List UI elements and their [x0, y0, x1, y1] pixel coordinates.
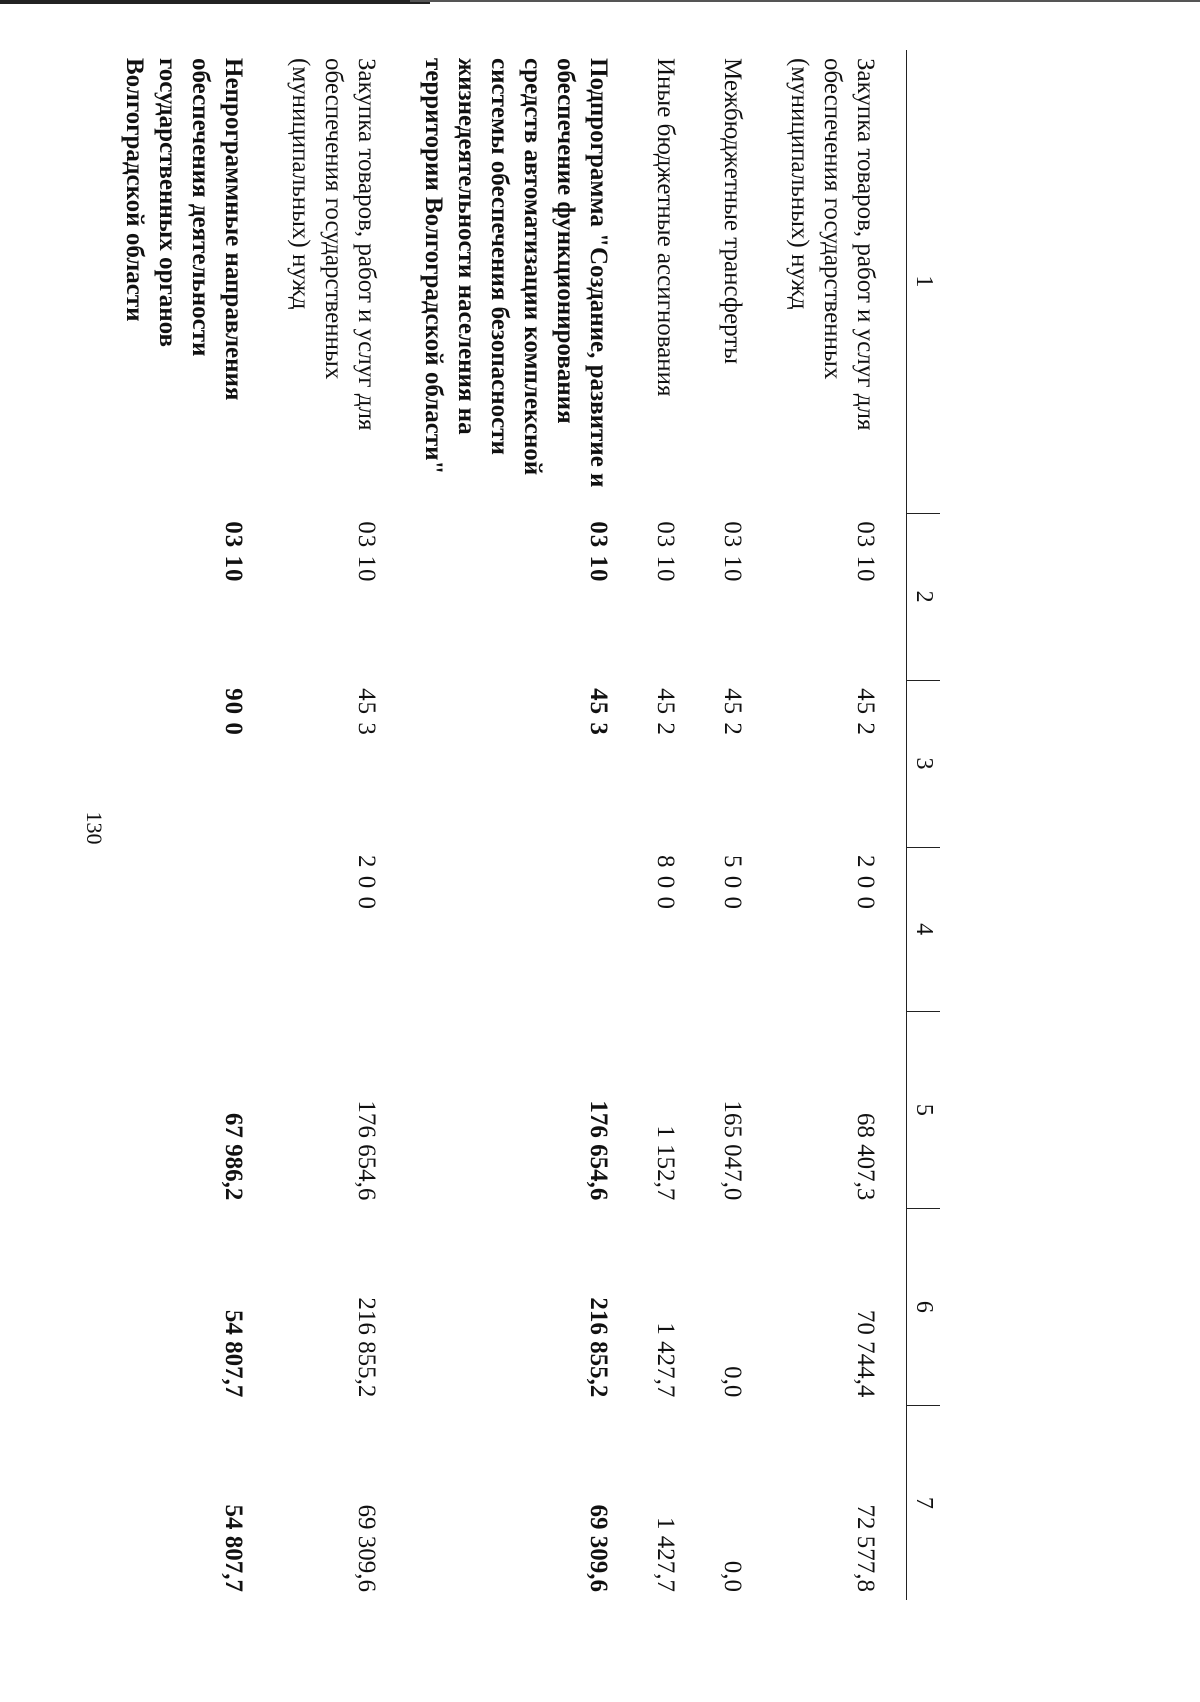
page-number: 130 — [82, 811, 107, 845]
row-value-col5: 68 407,3 — [852, 1112, 879, 1201]
table-row — [108, 50, 274, 1600]
header-col-1: 1 — [907, 50, 941, 513]
header-col-5: 5 — [907, 1011, 941, 1208]
table-row — [706, 50, 773, 1600]
row-section-code: 03 10 — [585, 521, 612, 583]
row-name: Закупка товаров, работ и услуг для обеспечения государственных (муниципальных) нужд — [786, 58, 879, 431]
row-name: Непрограммные направления обеспечения деятельности государственных органов Волгоградской области — [121, 58, 247, 401]
row-value-col7: 54 807,7 — [220, 1504, 247, 1592]
row-section-code: 03 10 — [652, 521, 679, 583]
row-target-code: 45 2 — [852, 688, 879, 736]
row-value-col6: 216 855,2 — [585, 1297, 612, 1398]
table-row — [639, 50, 706, 1600]
row-value-col7: 72 577,8 — [852, 1504, 879, 1592]
table-row — [407, 50, 639, 1600]
table-row — [274, 50, 407, 1600]
row-target-code: 90 0 — [220, 688, 247, 736]
row-section-code: 03 10 — [220, 521, 247, 583]
row-value-col5: 176 654,6 — [353, 1100, 380, 1201]
row-expense-type: 2 0 0 — [852, 855, 879, 910]
row-expense-type: 2 0 0 — [353, 855, 380, 910]
scan-edge — [410, 0, 1200, 2]
budget-table — [108, 50, 940, 1600]
row-expense-type: 8 0 0 — [652, 855, 679, 910]
row-value-col5: 67 986,2 — [220, 1112, 247, 1201]
row-value-col6: 0,0 — [719, 1366, 746, 1398]
row-value-col7: 0,0 — [719, 1560, 746, 1592]
row-section-code: 03 10 — [353, 521, 380, 583]
header-col-3: 3 — [907, 680, 941, 847]
header-col-2: 2 — [907, 513, 941, 680]
row-value-col7: 1 427,7 — [652, 1517, 679, 1592]
row-name: Иные бюджетные ассигнования — [652, 58, 679, 397]
row-name: Межбюджетные трансферты — [719, 58, 746, 365]
scan-edge — [0, 0, 430, 4]
table-row — [773, 50, 907, 1600]
row-value-col6: 70 744,4 — [852, 1309, 879, 1398]
row-value-col5: 1 152,7 — [652, 1125, 679, 1201]
row-expense-type — [407, 847, 639, 1011]
row-target-code: 45 3 — [585, 688, 612, 736]
row-value-col6: 216 855,2 — [353, 1297, 380, 1398]
row-section-code: 03 10 — [852, 521, 879, 583]
table-container — [80, 50, 940, 1600]
row-expense-type: 5 0 0 — [719, 855, 746, 910]
row-value-col6: 1 427,7 — [652, 1322, 679, 1398]
row-name: Подпрограмма "Создание, развитие и обеспечение функционирования средств автоматизации комплексной системы обеспечения безопасности жизнедеятельности населения на территории Волгоградской области" — [420, 58, 612, 488]
row-value-col6: 54 807,7 — [220, 1309, 247, 1398]
row-target-code: 45 2 — [719, 688, 746, 736]
row-section-code: 03 10 — [719, 521, 746, 583]
row-value-col7: 69 309,6 — [353, 1504, 380, 1592]
header-col-7: 7 — [907, 1405, 941, 1600]
row-expense-type — [108, 847, 274, 1011]
header-col-4: 4 — [907, 847, 941, 1011]
row-value-col5: 165 047,0 — [719, 1100, 746, 1201]
row-name: Закупка товаров, работ и услуг для обеспечения государственных (муниципальных) нужд — [287, 58, 380, 431]
row-target-code: 45 3 — [353, 688, 380, 736]
row-value-col7: 69 309,6 — [585, 1504, 612, 1592]
table-header-row — [907, 50, 941, 1600]
row-value-col5: 176 654,6 — [585, 1100, 612, 1201]
header-col-6: 6 — [907, 1208, 941, 1405]
row-target-code: 45 2 — [652, 688, 679, 736]
